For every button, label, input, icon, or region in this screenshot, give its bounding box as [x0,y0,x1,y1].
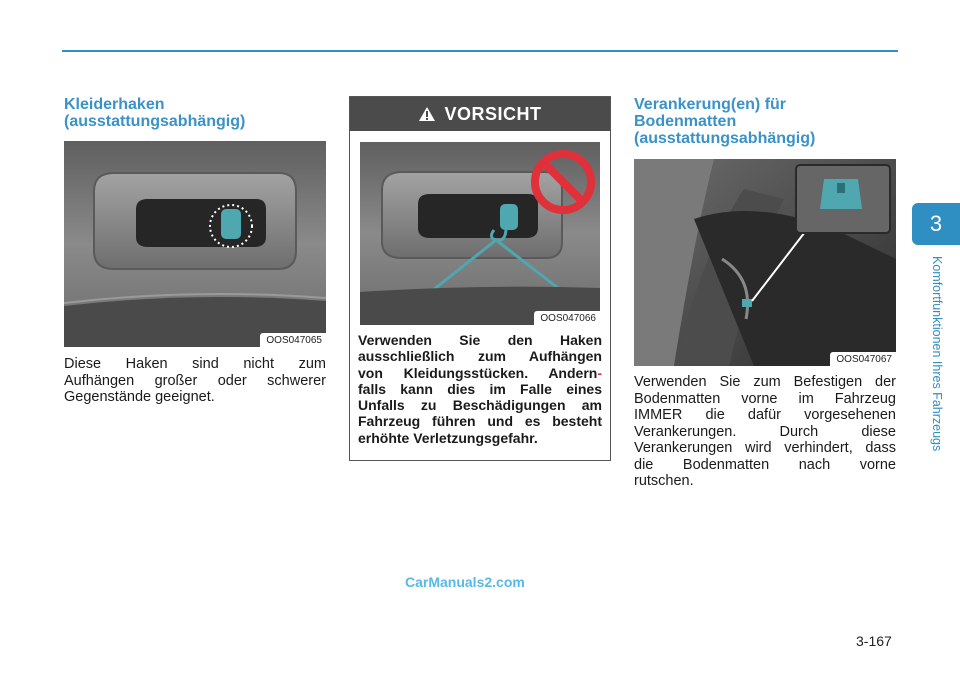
anchor-highlight [742,299,752,307]
image-code-label: OOS047066 [534,311,600,325]
section-title-clothes-hook: Kleiderhaken (ausstattungsabhängig) [64,96,246,130]
floor-mat-anchor-illustration [634,159,896,366]
clothes-hook-illustration [64,141,326,347]
top-rule [62,50,898,52]
hanger-warning-photo [360,142,600,325]
caution-text: Verwenden Sie den Haken ausschließlich zum Aufhängen von Kleidungsstücken. Andern- falls kann dies im Falle eines Unfalls zu Beschädigungen am Fahrzeug führen und es besteht erhöhte Verletzungsgefahr. [358,332,602,446]
hook-highlight [221,209,241,239]
caution-header [350,97,610,131]
image-code-label: OOS047067 [830,352,896,366]
chapter-title: Komfortfunktionen Ihres Fahrzeugs [930,256,944,452]
page-number: 3-167 [856,633,892,649]
clothes-hook-photo [64,141,326,347]
clothes-hook-description: Diese Haken sind nicht zum Aufhängen großer oder schwerer Gegenstände geeignet. [64,356,326,405]
caution-title: VORSICHT [444,103,542,124]
watermark: CarManuals2.com [405,574,525,590]
section-title-floor-mat-anchor: Verankerung(en) für Bodenmatten (ausstattungsabhängig) [634,96,816,147]
hanger-warning-illustration [360,142,600,325]
floor-mat-anchor-description: Verwenden Sie zum Befestigen der Bodenmatten vorne im Fahrzeug IMMER die dafür vorgesehenen Verankerungen. Durch diese Verankerungen wird verhindert, dass die Bodenmatten nach vorne rutschen. [634,374,896,489]
chapter-tab: 3 [912,203,960,245]
warning-triangle-icon [418,106,436,122]
floor-mat-anchor-photo [634,159,896,366]
caution-box [349,96,611,461]
image-code-label: OOS047065 [260,333,326,347]
